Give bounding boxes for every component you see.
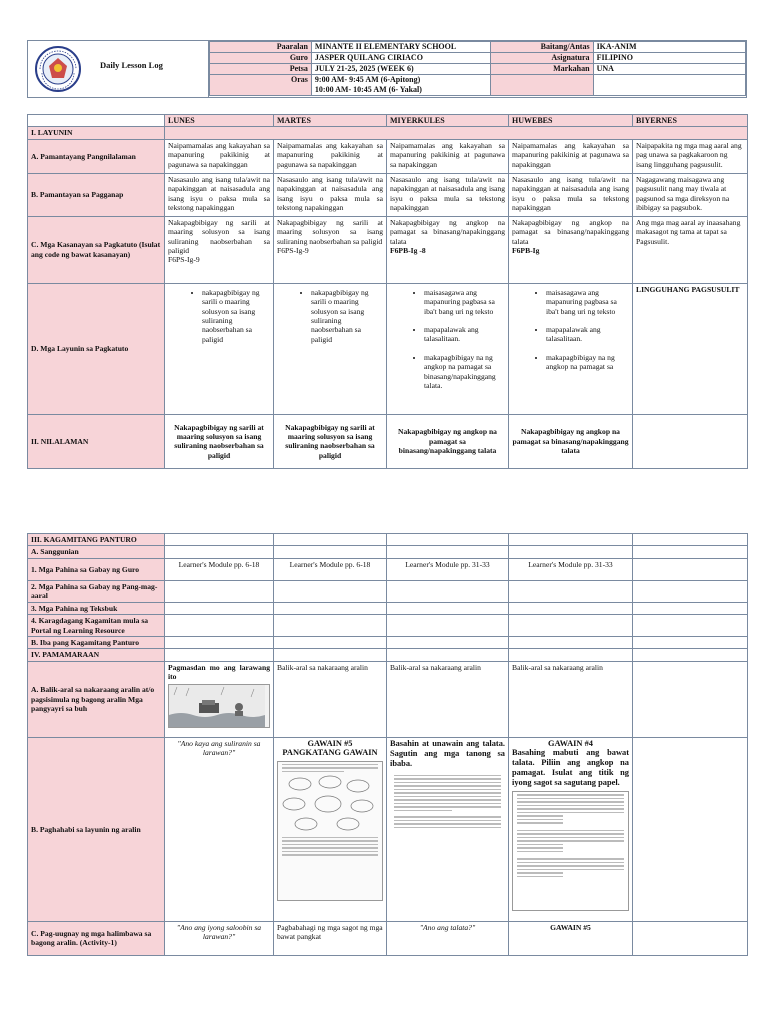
cell-nil-lunes: Nakapagbibigay ng sarili at maaring solusyon sa isang suliraning naobserbahan sa paligid [165,414,274,468]
cell-ra-lunes [165,661,274,737]
cell-rc-huwebes: GAWAIN #5 [509,921,633,955]
kasanayan-text: Nakapagbibigay ng sarili at maaring solusyon sa isang suliraning naobserbahan sa paligid [168,217,270,256]
value-asignatura: FILIPINO [593,53,745,64]
row-label-teksbuk: 3. Mga Pahina ng Teksbuk [28,602,165,614]
cell-rc-lunes: "Ano ang iyong saloobin sa larawan?" [165,921,274,955]
list-item: • nakapagbibigay ng sarili o maaring solusyon sa isang suliraning naobserbahan sa paligid [202,288,270,344]
activity-title: GAWAIN #5 [307,738,353,748]
row-label-nilalaman: II. NILALAMAN [28,414,165,468]
label-markahan: Markahan [491,64,593,75]
label-petsa: Petsa [210,64,312,75]
instruction-text: Pagmasdan mo ang larawang ito [168,662,270,682]
cell-b-lunes: Nasasaulo ang isang tula/awit na napakinggan at naisasadula ang isang isyu o paksa mula sa tekstong napakinggan [165,173,274,216]
cell-b-martes: Nasasaulo ang isang tula/awit na napakinggan at naisasadula ang isang isyu o paksa mula sa tekstong napakinggan [274,173,387,216]
list-item: • makapagbibigay na ng angkop na pamagat sa [546,353,629,372]
row-label-gabay-guro: 1. Mga Pahina sa Gabay ng Guro [28,558,165,580]
cell-rc-martes: Pagbabahagi ng mga sagot ng mga bawat pangkat [274,921,387,955]
row-label-pamantayan-pagganap: B. Pamantayan sa Pagganap [28,173,165,216]
row-label-iba-pang-kagamitan: B. Iba pang Kagamitang Panturo [28,637,165,649]
cell-r1-martes: Learner's Module pp. 6-18 [274,558,387,580]
cell-r1-miyerkules: Learner's Module pp. 31-33 [387,558,509,580]
row-label-pag-uugnay: C. Pag-uugnay ng mga halimbawa sa bagong aralin. (Activity-1) [28,921,165,955]
list-item: • nakapagbibigay ng sarili o maaring solusyon sa isang suliraning naobserbahan sa paligid [311,288,383,344]
cell-nil-huwebes: Nakapagbibigay ng angkop na pamagat sa binasang/napakinggang talata [509,414,633,468]
row-label-gabay-mag-aaral: 2. Mga Pahina sa Gabay ng Pang-mag-aaral [28,580,165,602]
cell-c-huwebes [509,216,633,283]
section-kagamitan: III. KAGAMITANG PANTURO [28,534,165,546]
value-markahan: UNA [593,64,745,75]
objectives-table [27,114,748,469]
cell-c-martes [274,216,387,283]
worksheet-thumbnail [277,761,383,901]
day-lunes: LUNES [165,115,274,127]
day-huwebes: HUWEBES [509,115,633,127]
label-empty [491,75,593,96]
value-oras [311,75,490,96]
value-paaralan: MINANTE II ELEMENTARY SCHOOL [311,42,490,53]
row-label-sanggunian: A. Sanggunian [28,546,165,558]
cell-c-biyernes [633,216,748,283]
list-item: • mapapalawak ang talasalitaan. [546,325,629,344]
row-label-pamantayang-pangnilalaman: A. Pamantayang Pangnilalaman [28,139,165,173]
label-oras: Oras [210,75,312,96]
deped-seal-icon [34,45,82,93]
cell-rbp-lunes: "Ano kaya ang suliranin sa larawan?" [165,737,274,921]
day-martes: MARTES [274,115,387,127]
reading-text-thumbnail [390,773,505,843]
list-item: • makapagbibigay na ng angkop na pamagat sa binasang/napakinggang talata. [424,353,505,391]
activity-title: GAWAIN #4 [548,738,593,748]
instruction-text: Basahin at unawain ang talata. Sagutin ang mga tanong sa ibaba. [390,738,505,768]
list-item: • mapapalawak ang talasalitaan. [424,325,505,344]
list-item: • maisasagawa ang mapanuring pagbasa sa iba't bang uri ng teksto [424,288,505,316]
kasanayan-code: F6PS-Ig-9 [277,246,309,256]
cell-nil-miyerkules: Nakapagbibigay ng angkop na pamagat sa binasang/napakinggang talata [387,414,509,468]
activity-subtitle: PANGKATANG GAWAIN [282,748,378,758]
cell-rbp-huwebes [509,737,633,921]
value-petsa: JULY 21-25, 2025 (WEEK 6) [311,64,490,75]
kasanayan-text: Nakapagbibigay ng sarili at maaring solusyon sa isang suliraning naobserbahan sa paligid [277,217,383,246]
kasanayan-code: F6PS-Ig-9 [168,255,200,265]
label-baitang: Baitang/Antas [491,42,593,53]
cell-ra-martes: Balik-aral sa nakaraang aralin [274,661,387,737]
instruction-text: Basahing mabuti ang bawat talata. Piliin ang angkop na pamagat. Isulat ang titik ng iyong sagot sa sagutang papel. [512,748,629,788]
kasanayan-text: Nakapagbibigay ng angkop na pamagat sa binasang/napakinggang talata [390,217,505,246]
cell-d-martes [274,283,387,414]
kasanayan-code: F6PB-Ig -8 [390,246,426,256]
cell-c-miyerkules [387,216,509,283]
row-label-portal: 4. Karagdagang Kagamitan mula sa Portal ng Learning Resource [28,615,165,637]
cell-a-lunes: Naipamamalas ang kakayahan sa mapanuring pakikinig at pagunawa sa napakinggan [165,139,274,173]
day-biyernes: BIYERNES [633,115,748,127]
cell-ra-huwebes: Balik-aral sa nakaraang aralin [509,661,633,737]
cell-ra-miyerkules: Balik-aral sa nakaraang aralin [387,661,509,737]
section-pamamaraan: IV. PAMAMARAAN [28,649,165,661]
header-grid [209,41,746,96]
cell-d-lunes [165,283,274,414]
cell-b-miyerkules: Nasasaulo ang isang tula/awit na napakinggan at naisasadula ang isang isyu o paksa mula sa tekstong napakinggan [387,173,509,216]
cell-r1-lunes: Learner's Module pp. 6-18 [165,558,274,580]
label-guro: Guro [210,53,312,64]
cell-rbp-martes [274,737,387,921]
cell-d-huwebes [509,283,633,414]
cell-d-biyernes: LINGGUHANG PAGSUSULIT [633,283,748,414]
cell-a-biyernes: Naipapakita ng mga mag aaral ang pag unawa sa pagkakaroon ng isang lingguhang pagsusulit. [633,139,748,173]
value-empty [593,75,745,96]
cell-a-martes: Naipamamalas ang kakayahan sa mapanuring pakikinig at pagunawa sa napakinggan [274,139,387,173]
row-label-balik-aral: A. Balik-aral sa nakaraang aralin at/o pagsisimula ng bagong aralin Mga pangyayri sa buh [28,661,165,737]
cell-c-lunes [165,216,274,283]
cell-nil-martes: Nakapagbibigay ng sarili at maaring solusyon sa isang suliraning naobserbahan sa paligid [274,414,387,468]
kasanayan-text: Ang mga mag aaral ay inaasahang makasagot ng tama at tapat sa Pagsusulit. [636,217,741,246]
cell-a-miyerkules: Naipamamalas ang kakayahan sa mapanuring pakikinig at pagunawa sa napakinggan [387,139,509,173]
cloud-diagram-image [278,774,378,832]
cell-b-huwebes: Nasasaulo ang isang tula/awit na napakinggan at naisasadula ang isang isyu o paksa mula sa tekstong napakinggan [509,173,633,216]
cell-d-miyerkules [387,283,509,414]
label-paaralan: Paaralan [210,42,312,53]
cell-r1-huwebes: Learner's Module pp. 31-33 [509,558,633,580]
list-item: • maisasagawa ang mapanuring pagbasa sa iba't bang uri ng teksto [546,288,629,316]
row-label-paghahabi: B. Paghahabi sa layunin ng aralin [28,737,165,921]
oras-line-1: 9:00 AM- 9:45 AM (6-Apitong) [314,75,421,84]
kasanayan-code: F6PB-Ig [512,246,540,256]
cell-nil-biyernes [633,414,748,468]
section-layunin-band [165,127,748,139]
materials-procedure-table [27,533,748,956]
cell-rbp-miyerkules [387,737,509,921]
row-label-kasanayan: C. Mga Kasanayan sa Pagkatuto (Isulat ang code ng bawat kasanayan) [28,216,165,283]
value-baitang: IKA-ANIM [593,42,745,53]
kasanayan-text: Nakapagbibigay ng angkop na pamagat sa binasang/napakinggang talata [512,217,629,246]
cell-a-huwebes: Naipamamalas ang kakayahan sa mapanuring pakikinig at pagunawa sa napakinggan [509,139,633,173]
oras-line-2: 10:00 AM- 10:45 AM (6- Yakal) [314,85,422,94]
cell-r1-biyernes [633,558,748,580]
day-miyerkules: MIYERKULES [387,115,509,127]
value-guro: JASPER QUILANG CIRIACO [311,53,490,64]
section-layunin: I. LAYUNIN [28,127,165,139]
logo-cell [28,41,209,97]
label-asignatura: Asignatura [491,53,593,64]
cell-rc-miyerkules: "Ano ang talata?" [387,921,509,955]
document-title: Daily Lesson Log [100,60,163,70]
cell-b-biyernes: Nagagawang maisagawa ang pagsusulit nang may tiwala at pagsunod sa mga direksyon na ibibigay sa pagsubok. [633,173,748,216]
header [27,40,747,98]
flood-scene-image [169,685,265,727]
picture-thumbnail [168,684,270,728]
row-label-layunin-pagkatuto: D. Mga Layunin sa Pagkatuto [28,283,165,414]
worksheet-thumbnail [512,791,629,911]
corner-cell [28,115,165,127]
